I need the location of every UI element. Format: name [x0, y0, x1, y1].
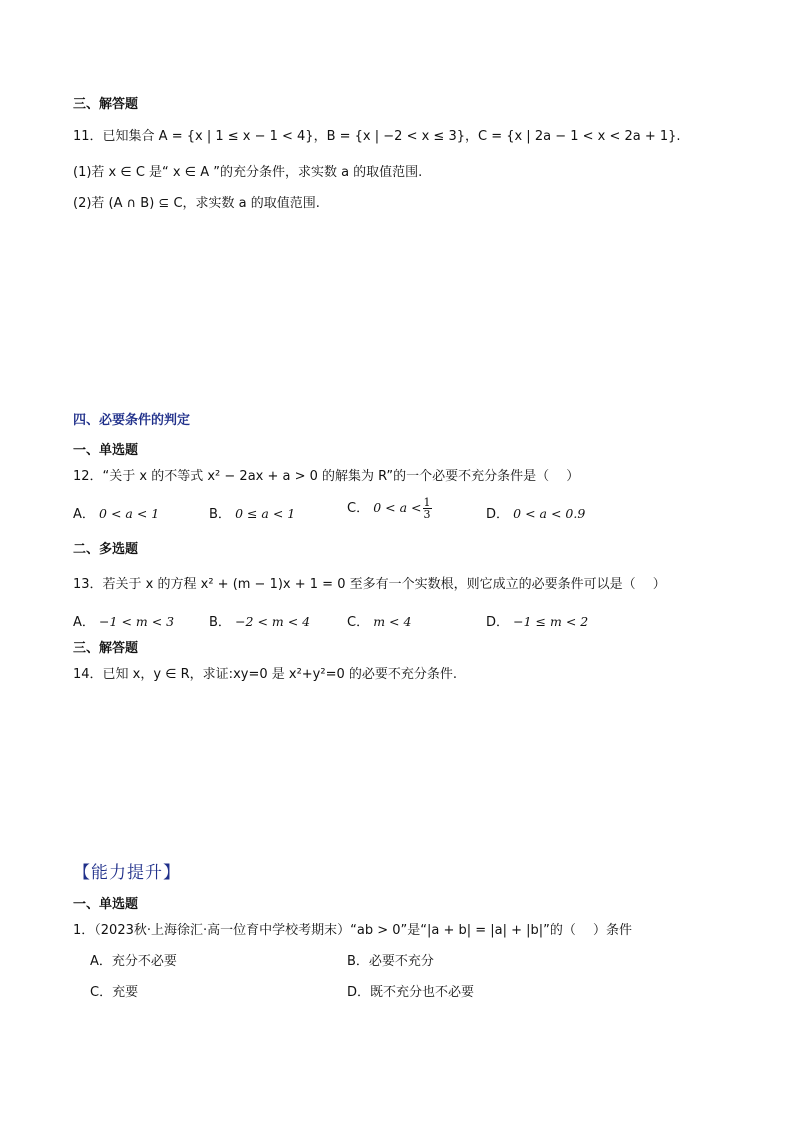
- option-label: B．: [209, 615, 231, 630]
- question-11-part-1: (1)若 x ∈ C 是“ x ∈ A ”的充分条件，求实数 a 的取值范围.: [73, 165, 423, 180]
- option-label: A．: [73, 507, 95, 522]
- fraction-one-third: [423, 497, 432, 520]
- option-label: C．: [347, 501, 370, 516]
- question-13: 13．若关于 x 的方程 x² + (m − 1)x + 1 = 0 至多有一个实数根，则它成立的必要条件可以是（ ）: [73, 577, 666, 592]
- option-text: 0 < a < 1: [99, 506, 160, 521]
- option-label: D．: [486, 615, 510, 630]
- q1-option-b: B．必要不充分: [347, 954, 434, 969]
- option-text: −2 < m < 4: [235, 614, 311, 629]
- fraction-denominator: 3: [423, 508, 431, 521]
- option-label: A．: [73, 615, 95, 630]
- section-title-necessary-condition: 四、必要条件的判定: [73, 413, 191, 428]
- q1-option-a: A．充分不必要: [90, 954, 177, 969]
- option-text: m < 4: [373, 614, 412, 629]
- option-text: 0 < a < 0.9: [513, 506, 586, 521]
- option-text: 0 < a <: [373, 500, 422, 515]
- section-heading-single-choice: 一、单选题: [73, 443, 139, 458]
- q1-option-c: C．充要: [90, 985, 139, 1000]
- question-11-part-2: (2)若 (A ∩ B) ⊆ C，求实数 a 的取值范围.: [73, 196, 320, 211]
- q12-option-c: [347, 497, 432, 520]
- q12-option-b: [209, 505, 295, 524]
- q13-option-b: [209, 613, 310, 632]
- question-11: 11．已知集合 A = {x | 1 ≤ x − 1 < 4}，B = {x | −2 < x ≤ 3}，C = {x | 2a − 1 < x < 2a + 1}.: [73, 129, 681, 144]
- section-heading-answer-2: 三、解答题: [73, 641, 139, 656]
- option-label: B．: [209, 507, 231, 522]
- section-heading-answer: 三、解答题: [73, 97, 139, 112]
- q1-option-d: D．既不充分也不必要: [347, 985, 475, 1000]
- option-label: C．: [347, 615, 370, 630]
- option-text: −1 ≤ m < 2: [513, 614, 589, 629]
- ability-section-title: 【能力提升】: [73, 863, 181, 883]
- section-heading-single-choice-2: 一、单选题: [73, 897, 139, 912]
- option-text: 0 ≤ a < 1: [235, 506, 296, 521]
- section-heading-multi-choice: 二、多选题: [73, 542, 139, 557]
- option-label: D．: [486, 507, 510, 522]
- q12-option-d: [486, 505, 585, 524]
- q13-option-c: [347, 613, 411, 632]
- q13-option-a: [73, 613, 174, 632]
- question-14: 14．已知 x，y ∈ R，求证:xy=0 是 x²+y²=0 的必要不充分条件.: [73, 667, 458, 682]
- option-text: −1 < m < 3: [99, 614, 175, 629]
- question-1: 1．（2023秋·上海徐汇·高一位育中学校考期末）“ab > 0”是“|a + b| = |a| + |b|”的（ ）条件: [73, 923, 633, 938]
- fraction-numerator: 1: [423, 496, 431, 509]
- q13-option-d: [486, 613, 588, 632]
- q12-option-a: [73, 505, 159, 524]
- question-12: 12．“关于 x 的不等式 x² − 2ax + a > 0 的解集为 R”的一个必要不充分条件是（ ）: [73, 469, 580, 484]
